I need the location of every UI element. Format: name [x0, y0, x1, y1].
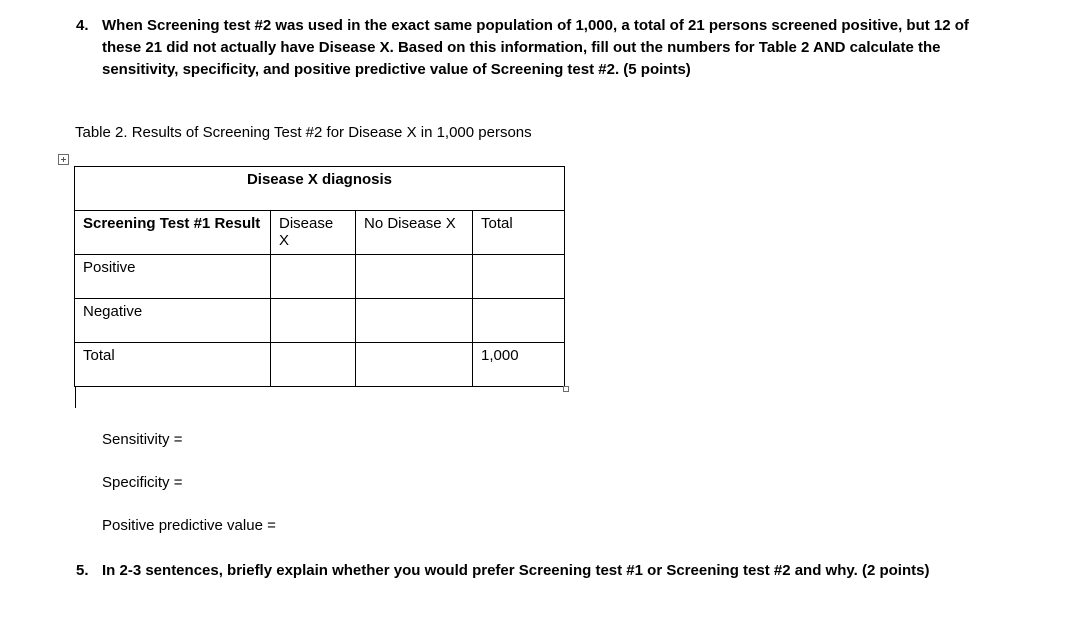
table-row	[75, 255, 565, 299]
cell-positive-disease[interactable]	[271, 255, 356, 299]
question-5-number: 5.	[76, 562, 89, 579]
cell-total-total[interactable]: 1,000	[473, 343, 565, 387]
cell-total-no-disease[interactable]	[356, 343, 473, 387]
question-4-line-2: these 21 did not actually have Disease X. Based on this information, fill out the numbers for Table 2 AND calculate the	[102, 39, 941, 56]
table-row	[75, 343, 565, 387]
ppv-label[interactable]: Positive predictive value =	[102, 517, 276, 534]
column-header-disease[interactable]: Disease X	[271, 211, 356, 255]
column-header-no-disease[interactable]: No Disease X	[356, 211, 473, 255]
table-column-row	[75, 211, 565, 255]
table-header-row	[75, 167, 565, 211]
table-caption: Table 2. Results of Screening Test #2 for Disease X in 1,000 persons	[75, 124, 532, 141]
sensitivity-label[interactable]: Sensitivity =	[102, 431, 183, 448]
question-5	[76, 560, 929, 582]
table-resize-handle-icon[interactable]	[563, 386, 569, 392]
column-header-result[interactable]: Screening Test #1 Result	[75, 211, 271, 255]
table-header-cell[interactable]: Disease X diagnosis	[75, 167, 565, 211]
row-label-positive[interactable]: Positive	[75, 255, 271, 299]
table-row	[75, 299, 565, 343]
results-table	[74, 166, 565, 387]
column-header-total[interactable]: Total	[473, 211, 565, 255]
question-4-line-1: 4. When Screening test #2 was used in the exact same population of 1,000, a total of 21 persons screened positive, but 12 of	[76, 15, 1026, 37]
row-label-negative[interactable]: Negative	[75, 299, 271, 343]
text-cursor	[75, 387, 76, 408]
question-4	[76, 15, 1026, 81]
cell-negative-total[interactable]	[473, 299, 565, 343]
cell-negative-no-disease[interactable]	[356, 299, 473, 343]
cell-negative-disease[interactable]	[271, 299, 356, 343]
question-5-text: In 2-3 sentences, briefly explain whether you would prefer Screening test #1 or Screening test #2 and why. (2 points)	[102, 562, 930, 579]
cell-total-disease[interactable]	[271, 343, 356, 387]
row-label-total[interactable]: Total	[75, 343, 271, 387]
specificity-label[interactable]: Specificity =	[102, 474, 183, 491]
cell-positive-total[interactable]	[473, 255, 565, 299]
table-move-handle-icon[interactable]	[58, 154, 69, 165]
question-4-line-3: sensitivity, specificity, and positive predictive value of Screening test #2. (5 points)	[102, 61, 691, 78]
question-4-number: 4.	[76, 17, 89, 34]
cell-positive-no-disease[interactable]	[356, 255, 473, 299]
